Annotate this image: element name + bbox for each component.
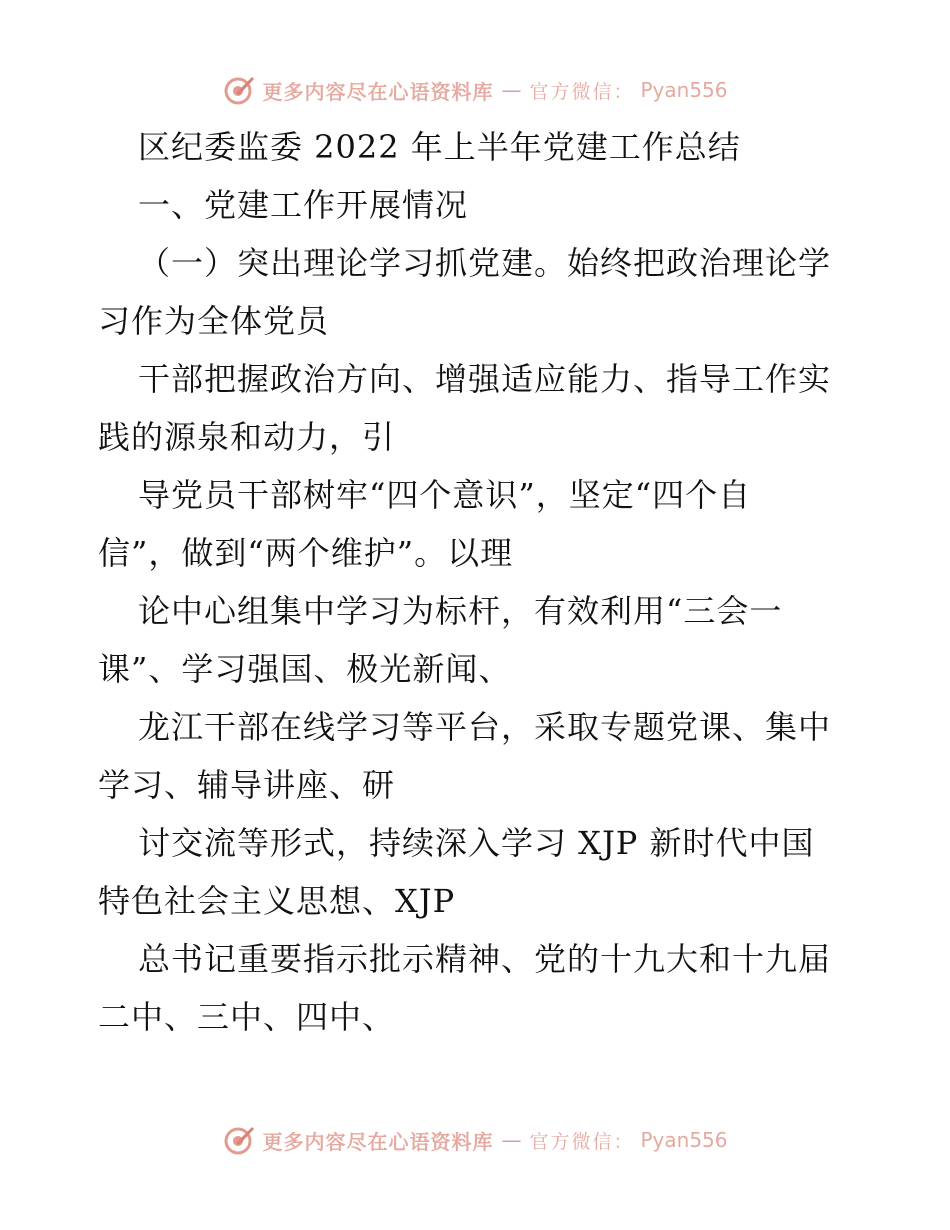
text-line: 总书记重要指示批示精神、党的十九大和十九届 [138, 940, 832, 978]
watermark-dash: — [501, 78, 522, 102]
text-line: 课”、学习强国、极光新闻、 [98, 650, 512, 688]
text-line: 信”，做到“两个维护”。以理 [98, 534, 514, 572]
text-line: （一）突出理论学习抓党建。始终把政治理论学 [138, 244, 832, 282]
text-line: 学习、辅导讲座、研 [98, 766, 396, 804]
text-line: 践的源泉和动力，引 [98, 418, 396, 456]
text-line: 特色社会主义思想、XJP [98, 882, 456, 920]
quill-logo-icon [222, 1123, 256, 1157]
text-line: 习作为全体党员 [98, 302, 330, 340]
text-line: 论中心组集中学习为标杆，有效利用“三会一 [138, 592, 783, 630]
watermark-text: 更多内容尽在心语资料库 [262, 79, 494, 104]
text-line: 导党员干部树牢“四个意识”，坚定“四个自 [138, 476, 752, 514]
watermark-label: 官方微信： [529, 1130, 635, 1153]
document-body [98, 118, 858, 1046]
watermark-header [0, 68, 950, 112]
text-line: 一、党建工作开展情况 [138, 186, 469, 224]
text-line: 区纪委监委 2022 年上半年党建工作总结 [138, 128, 741, 166]
text-line: 干部把握政治方向、增强适应能力、指导工作实 [138, 360, 832, 398]
quill-logo-icon [222, 73, 256, 107]
text-line: 讨交流等形式，持续深入学习 XJP 新时代中国 [138, 824, 815, 862]
watermark-footer [0, 1118, 950, 1162]
watermark-id: Pyan556 [640, 78, 728, 102]
watermark-id: Pyan556 [640, 1128, 728, 1152]
watermark-dash: — [501, 1128, 522, 1152]
watermark-label: 官方微信： [529, 80, 635, 103]
watermark-text: 更多内容尽在心语资料库 [262, 1129, 494, 1154]
text-line: 二中、三中、四中、 [98, 998, 396, 1036]
text-line: 龙江干部在线学习等平台，采取专题党课、集中 [138, 708, 832, 746]
